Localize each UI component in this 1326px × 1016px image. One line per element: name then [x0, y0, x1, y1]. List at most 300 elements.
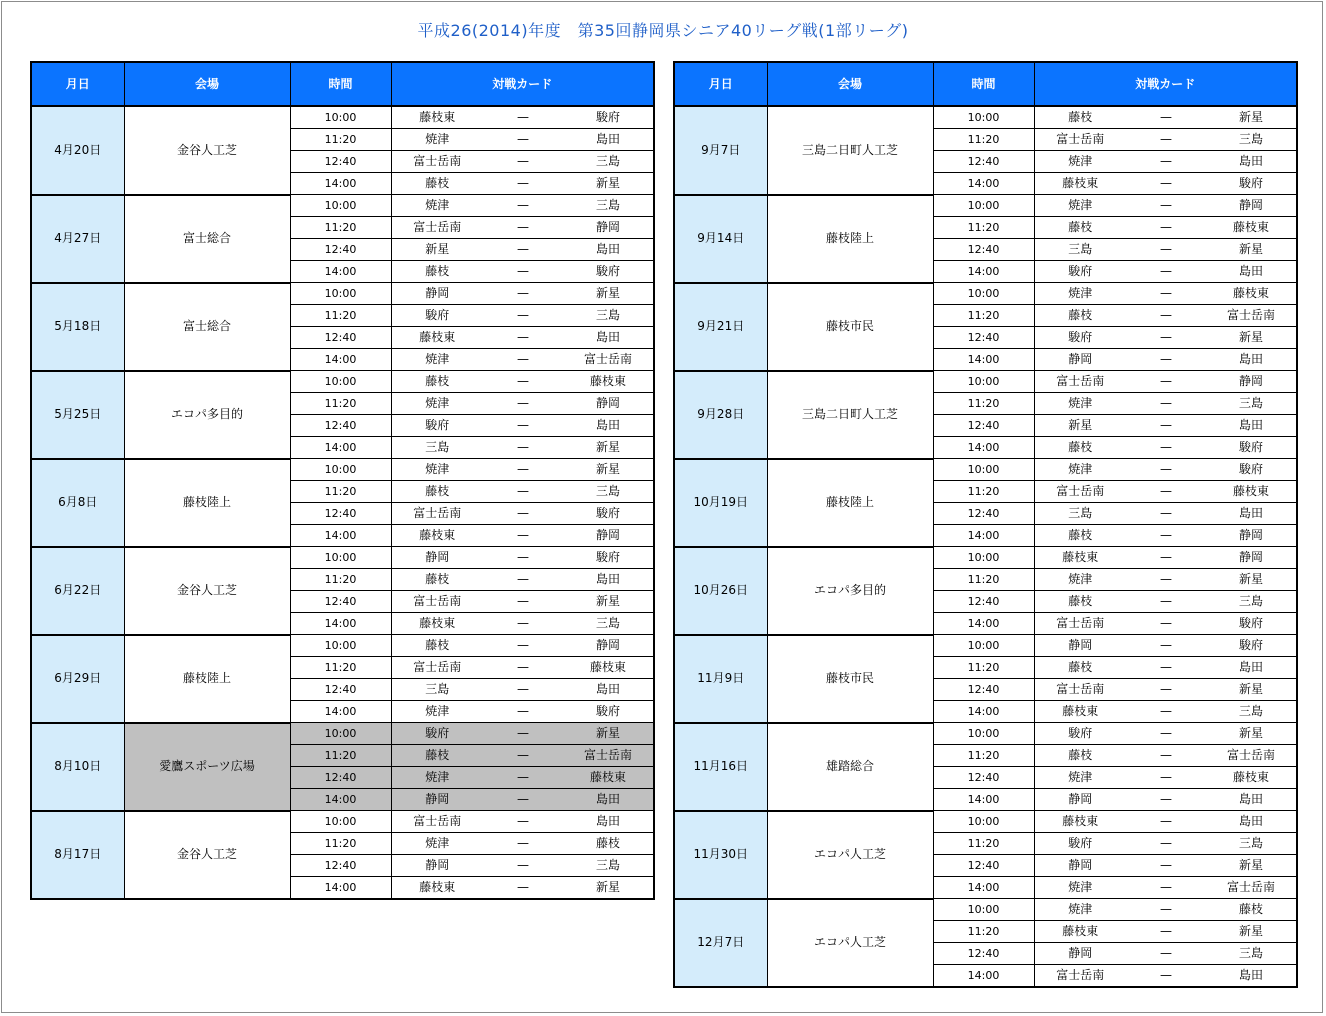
match-date: 9月14日 — [674, 195, 767, 283]
match-time: 10:00 — [933, 635, 1034, 657]
versus-dash: — — [483, 327, 563, 349]
match-time: 12:40 — [290, 767, 391, 789]
match-venue: 金谷人工芝 — [124, 106, 290, 195]
match-time: 12:40 — [933, 855, 1034, 877]
match-time: 11:20 — [933, 833, 1034, 855]
match-venue: エコパ人工芝 — [767, 811, 933, 899]
match-time: 14:00 — [290, 877, 391, 900]
match-date: 9月21日 — [674, 283, 767, 371]
versus-dash: — — [1126, 679, 1206, 701]
away-team: 富士岳南 — [563, 349, 654, 371]
away-team: 藤枝東 — [563, 371, 654, 393]
away-team: 新星 — [1206, 106, 1297, 129]
match-date: 6月22日 — [31, 547, 124, 635]
versus-dash: — — [483, 151, 563, 173]
match-row — [674, 723, 1297, 745]
versus-dash: — — [483, 371, 563, 393]
match-time: 12:40 — [290, 679, 391, 701]
match-time: 11:20 — [933, 657, 1034, 679]
home-team: 静岡 — [391, 855, 483, 877]
away-team: 新星 — [563, 437, 654, 459]
away-team: 島田 — [1206, 657, 1297, 679]
home-team: 焼津 — [391, 767, 483, 789]
match-time: 14:00 — [290, 173, 391, 195]
match-time: 14:00 — [933, 877, 1034, 899]
match-row — [31, 371, 654, 393]
away-team: 島田 — [563, 327, 654, 349]
home-team: 静岡 — [1034, 855, 1126, 877]
home-team: 藤枝 — [391, 569, 483, 591]
home-team: 藤枝 — [1034, 591, 1126, 613]
versus-dash: — — [1126, 833, 1206, 855]
versus-dash: — — [1126, 569, 1206, 591]
away-team: 駿府 — [563, 547, 654, 569]
match-row — [31, 811, 654, 833]
versus-dash: — — [1126, 305, 1206, 327]
versus-dash: — — [483, 701, 563, 723]
match-row — [674, 635, 1297, 657]
versus-dash: — — [1126, 921, 1206, 943]
versus-dash: — — [483, 525, 563, 547]
match-time: 14:00 — [933, 261, 1034, 283]
versus-dash: — — [1126, 106, 1206, 129]
header-time: 時間 — [290, 62, 391, 106]
away-team: 島田 — [1206, 415, 1297, 437]
versus-dash: — — [1126, 789, 1206, 811]
versus-dash: — — [1126, 745, 1206, 767]
header-venue: 会場 — [124, 62, 290, 106]
home-team: 富士岳南 — [391, 217, 483, 239]
home-team: 新星 — [391, 239, 483, 261]
away-team: 駿府 — [1206, 635, 1297, 657]
match-time: 12:40 — [290, 151, 391, 173]
away-team: 島田 — [1206, 811, 1297, 833]
home-team: 藤枝 — [1034, 305, 1126, 327]
home-team: 藤枝東 — [391, 525, 483, 547]
match-row — [674, 547, 1297, 569]
match-row — [674, 459, 1297, 481]
match-row — [31, 547, 654, 569]
match-time: 10:00 — [290, 459, 391, 481]
home-team: 藤枝 — [1034, 525, 1126, 547]
match-time: 14:00 — [933, 613, 1034, 635]
versus-dash: — — [483, 239, 563, 261]
versus-dash: — — [483, 789, 563, 811]
home-team: 藤枝 — [391, 261, 483, 283]
match-time: 12:40 — [933, 767, 1034, 789]
home-team: 駿府 — [391, 723, 483, 745]
versus-dash: — — [483, 679, 563, 701]
versus-dash: — — [483, 349, 563, 371]
versus-dash: — — [1126, 613, 1206, 635]
match-time: 10:00 — [290, 635, 391, 657]
match-date: 8月17日 — [31, 811, 124, 900]
match-row — [31, 195, 654, 217]
versus-dash: — — [483, 393, 563, 415]
versus-dash: — — [483, 833, 563, 855]
away-team: 三島 — [1206, 701, 1297, 723]
match-row — [674, 371, 1297, 393]
away-team: 藤枝東 — [563, 657, 654, 679]
away-team: 三島 — [1206, 129, 1297, 151]
away-team: 藤枝東 — [563, 767, 654, 789]
away-team: 三島 — [1206, 393, 1297, 415]
match-time: 14:00 — [933, 789, 1034, 811]
home-team: 新星 — [1034, 415, 1126, 437]
home-team: 焼津 — [391, 459, 483, 481]
home-team: 藤枝東 — [391, 613, 483, 635]
match-venue: 雄踏総合 — [767, 723, 933, 811]
home-team: 駿府 — [1034, 833, 1126, 855]
match-venue: 藤枝陸上 — [124, 635, 290, 723]
away-team: 静岡 — [1206, 195, 1297, 217]
away-team: 静岡 — [1206, 525, 1297, 547]
match-time: 10:00 — [933, 195, 1034, 217]
match-date: 4月20日 — [31, 106, 124, 195]
away-team: 新星 — [1206, 723, 1297, 745]
home-team: 焼津 — [391, 393, 483, 415]
match-date: 6月8日 — [31, 459, 124, 547]
versus-dash: — — [1126, 591, 1206, 613]
match-venue: 藤枝陸上 — [124, 459, 290, 547]
match-time: 11:20 — [933, 921, 1034, 943]
versus-dash: — — [483, 745, 563, 767]
match-time: 10:00 — [290, 547, 391, 569]
match-venue: 愛鷹スポーツ広場 — [124, 723, 290, 811]
home-team: 藤枝 — [1034, 217, 1126, 239]
match-row — [31, 723, 654, 745]
match-time: 10:00 — [290, 723, 391, 745]
match-time: 11:20 — [933, 569, 1034, 591]
versus-dash: — — [1126, 217, 1206, 239]
versus-dash: — — [483, 437, 563, 459]
versus-dash: — — [1126, 547, 1206, 569]
match-time: 12:40 — [933, 503, 1034, 525]
away-team: 藤枝東 — [1206, 217, 1297, 239]
away-team: 島田 — [563, 239, 654, 261]
match-time: 10:00 — [290, 106, 391, 129]
match-venue: 藤枝市民 — [767, 635, 933, 723]
home-team: 静岡 — [391, 547, 483, 569]
away-team: 新星 — [1206, 855, 1297, 877]
versus-dash: — — [483, 855, 563, 877]
home-team: 富士岳南 — [1034, 613, 1126, 635]
match-venue: 藤枝陸上 — [767, 195, 933, 283]
versus-dash: — — [1126, 481, 1206, 503]
match-time: 11:20 — [933, 217, 1034, 239]
match-row — [674, 195, 1297, 217]
match-date: 11月9日 — [674, 635, 767, 723]
match-date: 11月30日 — [674, 811, 767, 899]
home-team: 焼津 — [1034, 151, 1126, 173]
home-team: 三島 — [391, 679, 483, 701]
match-date: 6月29日 — [31, 635, 124, 723]
home-team: 藤枝東 — [391, 877, 483, 900]
match-venue: 三島二日町人工芝 — [767, 106, 933, 195]
away-team: 島田 — [563, 789, 654, 811]
versus-dash: — — [1126, 635, 1206, 657]
versus-dash: — — [1126, 899, 1206, 921]
match-time: 10:00 — [290, 195, 391, 217]
versus-dash: — — [483, 657, 563, 679]
home-team: 駿府 — [1034, 261, 1126, 283]
header-date: 月日 — [674, 62, 767, 106]
match-time: 11:20 — [933, 481, 1034, 503]
match-time: 12:40 — [933, 415, 1034, 437]
versus-dash: — — [483, 415, 563, 437]
home-team: 焼津 — [391, 701, 483, 723]
home-team: 藤枝 — [391, 635, 483, 657]
away-team: 島田 — [1206, 965, 1297, 988]
versus-dash: — — [1126, 239, 1206, 261]
match-time: 14:00 — [933, 965, 1034, 988]
versus-dash: — — [1126, 415, 1206, 437]
away-team: 駿府 — [563, 503, 654, 525]
match-venue: 富士総合 — [124, 195, 290, 283]
match-time: 14:00 — [290, 613, 391, 635]
home-team: 焼津 — [391, 129, 483, 151]
away-team: 島田 — [563, 569, 654, 591]
home-team: 富士岳南 — [1034, 371, 1126, 393]
away-team: 静岡 — [563, 217, 654, 239]
versus-dash: — — [1126, 129, 1206, 151]
match-time: 11:20 — [290, 745, 391, 767]
away-team: 三島 — [563, 855, 654, 877]
home-team: 焼津 — [1034, 393, 1126, 415]
home-team: 藤枝 — [391, 173, 483, 195]
match-venue: エコパ人工芝 — [767, 899, 933, 988]
home-team: 藤枝 — [391, 481, 483, 503]
versus-dash: — — [483, 569, 563, 591]
away-team: 新星 — [1206, 569, 1297, 591]
versus-dash: — — [1126, 371, 1206, 393]
away-team: 新星 — [563, 283, 654, 305]
match-time: 11:20 — [290, 305, 391, 327]
match-time: 10:00 — [933, 811, 1034, 833]
home-team: 静岡 — [1034, 349, 1126, 371]
away-team: 静岡 — [1206, 547, 1297, 569]
home-team: 焼津 — [1034, 899, 1126, 921]
away-team: 島田 — [563, 679, 654, 701]
away-team: 新星 — [563, 723, 654, 745]
versus-dash: — — [1126, 877, 1206, 899]
home-team: 焼津 — [1034, 569, 1126, 591]
away-team: 島田 — [1206, 503, 1297, 525]
versus-dash: — — [1126, 965, 1206, 988]
home-team: 駿府 — [1034, 327, 1126, 349]
away-team: 富士岳南 — [1206, 305, 1297, 327]
home-team: 焼津 — [391, 195, 483, 217]
away-team: 三島 — [1206, 591, 1297, 613]
match-time: 10:00 — [290, 811, 391, 833]
versus-dash: — — [483, 129, 563, 151]
match-time: 11:20 — [933, 305, 1034, 327]
header-date: 月日 — [31, 62, 124, 106]
match-date: 10月19日 — [674, 459, 767, 547]
match-time: 12:40 — [290, 415, 391, 437]
home-team: 富士岳南 — [391, 503, 483, 525]
versus-dash: — — [1126, 393, 1206, 415]
away-team: 三島 — [563, 305, 654, 327]
versus-dash: — — [1126, 657, 1206, 679]
away-team: 新星 — [563, 459, 654, 481]
away-team: 藤枝東 — [1206, 481, 1297, 503]
schedule-table-right — [673, 61, 1298, 988]
away-team: 三島 — [1206, 833, 1297, 855]
home-team: 富士岳南 — [391, 811, 483, 833]
versus-dash: — — [483, 767, 563, 789]
match-time: 10:00 — [290, 283, 391, 305]
versus-dash: — — [483, 481, 563, 503]
match-time: 12:40 — [290, 591, 391, 613]
versus-dash: — — [483, 635, 563, 657]
home-team: 静岡 — [1034, 789, 1126, 811]
match-venue: 三島二日町人工芝 — [767, 371, 933, 459]
home-team: 藤枝東 — [1034, 811, 1126, 833]
match-date: 9月28日 — [674, 371, 767, 459]
away-team: 新星 — [1206, 327, 1297, 349]
match-time: 14:00 — [933, 349, 1034, 371]
away-team: 静岡 — [563, 393, 654, 415]
versus-dash: — — [1126, 855, 1206, 877]
match-time: 10:00 — [933, 283, 1034, 305]
match-time: 14:00 — [290, 525, 391, 547]
versus-dash: — — [1126, 459, 1206, 481]
versus-dash: — — [1126, 503, 1206, 525]
match-venue: 藤枝市民 — [767, 283, 933, 371]
match-time: 10:00 — [933, 459, 1034, 481]
match-time: 11:20 — [933, 129, 1034, 151]
versus-dash: — — [483, 283, 563, 305]
match-row — [31, 459, 654, 481]
match-row — [674, 899, 1297, 921]
away-team: 藤枝 — [563, 833, 654, 855]
versus-dash: — — [483, 195, 563, 217]
home-team: 藤枝東 — [1034, 547, 1126, 569]
home-team: 駿府 — [1034, 723, 1126, 745]
match-date: 9月7日 — [674, 106, 767, 195]
match-time: 14:00 — [290, 261, 391, 283]
match-time: 11:20 — [290, 217, 391, 239]
away-team: 新星 — [563, 591, 654, 613]
match-time: 12:40 — [290, 855, 391, 877]
match-row — [31, 283, 654, 305]
schedule-table-left — [30, 61, 655, 900]
header-card: 対戦カード — [1034, 62, 1297, 106]
away-team: 新星 — [1206, 921, 1297, 943]
versus-dash: — — [483, 547, 563, 569]
match-time: 10:00 — [290, 371, 391, 393]
match-time: 14:00 — [933, 173, 1034, 195]
match-time: 12:40 — [290, 239, 391, 261]
home-team: 藤枝東 — [1034, 701, 1126, 723]
home-team: 藤枝 — [391, 745, 483, 767]
away-team: 島田 — [1206, 261, 1297, 283]
match-row — [31, 635, 654, 657]
versus-dash: — — [483, 811, 563, 833]
away-team: 静岡 — [1206, 371, 1297, 393]
match-row — [674, 283, 1297, 305]
away-team: 島田 — [1206, 789, 1297, 811]
versus-dash: — — [1126, 701, 1206, 723]
match-time: 12:40 — [290, 503, 391, 525]
home-team: 富士岳南 — [1034, 965, 1126, 988]
home-team: 藤枝東 — [391, 327, 483, 349]
away-team: 三島 — [1206, 943, 1297, 965]
match-row — [674, 811, 1297, 833]
versus-dash: — — [483, 261, 563, 283]
home-team: 三島 — [391, 437, 483, 459]
match-time: 11:20 — [290, 657, 391, 679]
home-team: 藤枝 — [391, 371, 483, 393]
versus-dash: — — [1126, 525, 1206, 547]
away-team: 静岡 — [563, 525, 654, 547]
away-team: 新星 — [563, 173, 654, 195]
match-time: 11:20 — [933, 745, 1034, 767]
versus-dash: — — [1126, 943, 1206, 965]
away-team: 島田 — [1206, 349, 1297, 371]
home-team: 三島 — [1034, 239, 1126, 261]
home-team: 焼津 — [1034, 195, 1126, 217]
match-time: 12:40 — [290, 327, 391, 349]
versus-dash: — — [1126, 437, 1206, 459]
versus-dash: — — [483, 459, 563, 481]
header-card: 対戦カード — [391, 62, 654, 106]
match-time: 14:00 — [290, 349, 391, 371]
home-team: 静岡 — [1034, 943, 1126, 965]
home-team: 焼津 — [1034, 283, 1126, 305]
home-team: 藤枝東 — [1034, 173, 1126, 195]
away-team: 富士岳南 — [563, 745, 654, 767]
home-team: 富士岳南 — [391, 657, 483, 679]
versus-dash: — — [1126, 327, 1206, 349]
away-team: 駿府 — [1206, 173, 1297, 195]
versus-dash: — — [1126, 261, 1206, 283]
match-row — [31, 106, 654, 129]
home-team: 静岡 — [1034, 635, 1126, 657]
away-team: 三島 — [563, 195, 654, 217]
header-venue: 会場 — [767, 62, 933, 106]
match-time: 10:00 — [933, 899, 1034, 921]
away-team: 駿府 — [563, 261, 654, 283]
versus-dash: — — [1126, 767, 1206, 789]
home-team: 三島 — [1034, 503, 1126, 525]
home-team: 焼津 — [1034, 767, 1126, 789]
home-team: 藤枝 — [1034, 745, 1126, 767]
match-time: 10:00 — [933, 547, 1034, 569]
away-team: 三島 — [563, 613, 654, 635]
away-team: 駿府 — [563, 701, 654, 723]
home-team: 焼津 — [391, 833, 483, 855]
match-time: 10:00 — [933, 106, 1034, 129]
match-time: 10:00 — [933, 371, 1034, 393]
versus-dash: — — [1126, 151, 1206, 173]
away-team: 三島 — [563, 481, 654, 503]
header-time: 時間 — [933, 62, 1034, 106]
versus-dash: — — [483, 106, 563, 129]
away-team: 富士岳南 — [1206, 877, 1297, 899]
header-row — [31, 62, 654, 106]
match-date: 4月27日 — [31, 195, 124, 283]
match-date: 10月26日 — [674, 547, 767, 635]
match-time: 12:40 — [933, 943, 1034, 965]
versus-dash: — — [1126, 811, 1206, 833]
versus-dash: — — [483, 173, 563, 195]
home-team: 焼津 — [1034, 459, 1126, 481]
match-time: 14:00 — [290, 437, 391, 459]
home-team: 富士岳南 — [1034, 481, 1126, 503]
away-team: 駿府 — [1206, 613, 1297, 635]
